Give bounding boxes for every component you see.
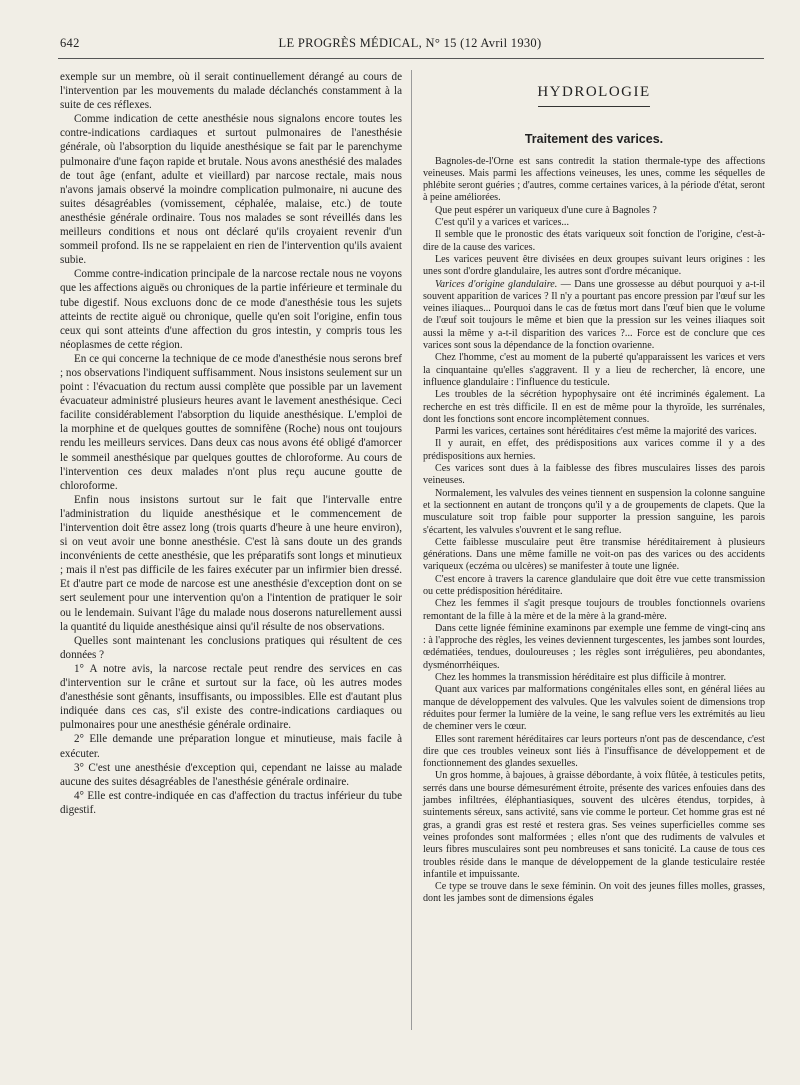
article-title: Traitement des varices. xyxy=(524,132,664,147)
page-number: 642 xyxy=(60,36,80,50)
paragraph: 3° C'est une anesthésie d'exception qui, cependant ne laisse au malade aucune des suites désagréables de l'anesthésie générale ordinaire. xyxy=(60,761,402,788)
section-rule xyxy=(538,106,650,107)
paragraph: Les troubles de la sécrétion hypophysaire ont été incriminés également. La recherche en est très difficile. Il en est de même pour la thyroïde, les surrénales, dont les fonctions sont encore incomplètement connues. xyxy=(423,389,765,425)
paragraph-italic-lead xyxy=(423,279,765,353)
paragraph: Chez les hommes la transmission héréditaire est plus difficile à montrer. xyxy=(435,672,727,684)
paragraph: Comme indication de cette anesthésie nous signalons encore toutes les contre-indications cardiaques et surtout pulmonaires de l'anesthésie générale, où l'absorption du liquide anesthésique se fait par le parenchyme pulmonaire d'une façon rapide et brutale. Nous avons anesthésié des malades de tout âge (enfant, adulte et vieillard) par narcose rectale, mais nous n'avons jamais observé la moindre complication pulmonaire, ni aucune des suites désagréables (vomissement, céphalée, malaise, etc.) de toute anesthésie générale ordinaire. Tous nos malades se sont réveillés dans les meilleurs conditions et nous ont déclaré qu'ils croyaient revenir d'un sommeil profond. Ils ne se rappelaient en rien de l'intervention qu'ils avaient subie. xyxy=(60,113,402,267)
paragraph-body: — Dans une grossesse au début pourquoi y a-t-il souvent apparition de varices ? Il n'y a pourtant pas encore pression par l'œuf sur les veines iliaques... Pourquoi dans le cas de fœtus mort dans l'œuf bien que le volume de l'œuf soit toujours le même et bien que la pression sur les veines iliaques soit aussi la même y a-t-il disparition des varices ?... Force est de conclure que ces varices sont sous la dépendance de la fonction ovarienne. xyxy=(423,278,765,352)
right-column xyxy=(423,86,765,906)
paragraph: Il semble que le pronostic des états variqueux soit fonction de l'origine, c'est-à-dire de la cause des varices. xyxy=(423,229,765,253)
header-rule xyxy=(58,58,764,59)
paragraph: Ces varices sont dues à la faiblesse des fibres musculaires lisses des parois veineuses. xyxy=(423,463,765,487)
page-header xyxy=(60,36,760,56)
paragraph: Normalement, les valvules des veines tiennent en suspension la colonne sanguine et la sectionnent en autant de tronçons qu'il y a de groupements de clapets. Que la musculature soit trop faible pour supporter la pression sanguine, les parois s'écartent, les valvules s'ouvrent et le sang reflue. xyxy=(423,487,765,536)
journal-title: LE PROGRÈS MÉDICAL, N° 15 (12 Avril 1930) xyxy=(278,36,542,50)
left-column xyxy=(60,70,402,817)
paragraph: Un gros homme, à bajoues, à graisse débordante, à voix flûtée, à testicules petits, serrés dans une bourse démesurément étroite, présente des varices enfouies dans des jambes infiltrées, éléphantiasiques, souvent des ulcères étendus, torpides, à suintements séreux, sans activité, sans vie comme le porteur. Cet homme gras est né gras, a grandi gras est resté et restera gras. Ses veines superficielles comme ses veines profondes sont malformées ; elles n'ont que des rudiments de valvules et leurs fibres musculaires sont peu nombreuses et sans tonicité. La cause de tous ces troubles réside dans le manque de développement de la glande testiculaire restée infantile et impuissante. xyxy=(423,770,765,880)
paragraph: Dans cette lignée féminine examinons par exemple une femme de vingt-cinq ans : à l'approche des règles, les veines deviennent turgescentes, les jambes sont lourdes, œdématiées, tendues, douloureuses ; les règles sont irrégulières, peu abondantes, dysménorrhéiques. xyxy=(423,622,765,671)
paragraph: Comme contre-indication principale de la narcose rectale nous ne voyons que les affections aiguës ou chroniques de la partie inférieure et terminale du tube digestif. Nous excluons donc de ce mode d'anesthésie tous les sujets atteints de rectite aiguë ou chronique, quelle qu'en soit l'origine, enfin tous ceux qui sont atteints d'une affection du gros intestin, y compris tous les néoplasmes de cette région. xyxy=(60,268,402,351)
paragraph: Chez l'homme, c'est au moment de la puberté qu'apparaissent les varices et vers la cinquantaine qu'elles s'aggravent. Il y a lieu de rechercher, là encore, une influence glandulaire : l'influence du testicule. xyxy=(423,352,765,388)
section-title: HYDROLOGIE xyxy=(537,84,651,100)
paragraph: exemple sur un membre, où il serait continuellement dérangé au cours de l'intervention par les mouvements du malade déclanchés constamment à la suite de ces réflexes. xyxy=(60,71,402,112)
italic-lead: Varices d'origine glandulaire. xyxy=(435,278,558,290)
paragraph: Cette faiblesse musculaire peut être transmise héréditairement à plusieurs générations. Dans une même famille ne voit-on pas des varices ou des accidents variqueux (eczéma ou ulcères) se manifester à toute une lignée. xyxy=(423,536,765,573)
paragraph: En ce qui concerne la technique de ce mode d'anesthésie nous serons bref ; nos observations l'indiquent suffisamment. Nous insistons seulement sur un point : l'évacuation du rectum aussi complète que possible par un lavement évacuateur administré plusieurs heures avant le lavement anesthésique. Ceci facilite considérablement l'absorption du liquide anesthésique. L'emploi de la morphine et de quelques gouttes de somnifène (Roche) nous ont toujours rendu les meilleurs services. Dans deux cas nous avons été obligé d'amorcer le sommeil anesthésique par quelques gouttes de chloroforme. Au cours de l'intervention ces deux malades n'ont plus reçu aucune goutte de chloroforme. xyxy=(60,352,402,492)
paragraph: C'est qu'il y a varices et varices... xyxy=(435,217,569,229)
paragraph: C'est encore à travers la carence glandulaire que doit être vue cette transmission ou cette prédisposition héréditaire. xyxy=(423,573,765,597)
paragraph: Que peut espérer un variqueux d'une cure à Bagnoles ? xyxy=(435,204,657,216)
paragraph: Chez les femmes il s'agit presque toujours de troubles fonctionnels ovariens remontant de la fille à la mère et de la mère à la grand-mère. xyxy=(423,598,765,622)
paragraph: Les varices peuvent être divisées en deux groupes suivant leurs origines : les unes sont d'ordre glandulaire, les autres sont d'ordre mécanique. xyxy=(423,253,765,278)
paragraph: Elles sont rarement héréditaires car leurs porteurs n'ont pas de descendance, c'est dire que ces troubles veineux sont liés à l'insuffisance de développement et de fonctionnement des glandes sexuelles. xyxy=(423,733,765,770)
paragraph: Ce type se trouve dans le sexe féminin. On voit des jeunes filles molles, grasses, dont les jambes sont de dimensions égales xyxy=(423,881,765,905)
paragraph: 4° Elle est contre-indiquée en cas d'affection du tractus inférieur du tube digestif. xyxy=(60,789,402,816)
paragraph: Bagnoles-de-l'Orne est sans contredit la station thermale-type des affections veineuses. Mais parmi les affections veineuses, les unes, comme les séquelles de phlébite seront guéries ; d'autres, comme certaines varices, à la période d'état, seront à peine améliorées. xyxy=(423,155,765,204)
paragraph: Enfin nous insistons surtout sur le fait que l'intervalle entre l'administration du liquide anesthésique et le commencement de l'intervention doit être assez long (trois quarts d'heure à une heure environ), si on veut avoir une bonne anesthésie. C'est là sans doute un des grands inconvénients de cette anesthésie, que les préparatifs sont longs et minutieux ; mais il n'est pas difficile de les faires exécuter par un infirmier bien dressé. Et d'autre part ce mode de narcose est une anesthésie d'exception dont on se sert seulement pour une intervention qu'on a l'intention de pratiquer le soir ou le lendemain. Suivant l'âge du malade nous doserons naturellement aussi la quantité du liquide anesthésique ainsi qu'il résulte de nos observations. xyxy=(60,493,402,633)
paragraph: Il y aurait, en effet, des prédispositions aux varices comme il y a des prédispositions aux hernies. xyxy=(423,438,765,462)
paragraph: 2° Elle demande une préparation longue et minutieuse, mais facile à exécuter. xyxy=(60,733,402,760)
paragraph: 1° A notre avis, la narcose rectale peut rendre des services en cas d'intervention sur le crâne et surtout sur la face, où les autres modes d'anesthésie sont gênants, insuffisants, ou impossibles. Elle est d'autant plus indiquée dans ces cas, s'il existe des contre-indications cardiaques ou pulmonaires pour une anesthésie générale ordinaire. xyxy=(60,662,402,732)
paragraph: Quelles sont maintenant les conclusions pratiques qui résultent de ces données ? xyxy=(60,634,402,661)
paragraph: Parmi les varices, certaines sont héréditaires c'est même la majorité des varices. xyxy=(435,426,757,438)
paragraph: Quant aux varices par malformations congénitales elles sont, en général liées au manque de développement des valvules. Que les valvules soient de dimensions trop réduites pour fermer la lumière de la veine, le sang reflue vers les extrémités au lieu de cheminer vers le cœur. xyxy=(423,684,765,733)
column-separator xyxy=(411,70,412,1030)
